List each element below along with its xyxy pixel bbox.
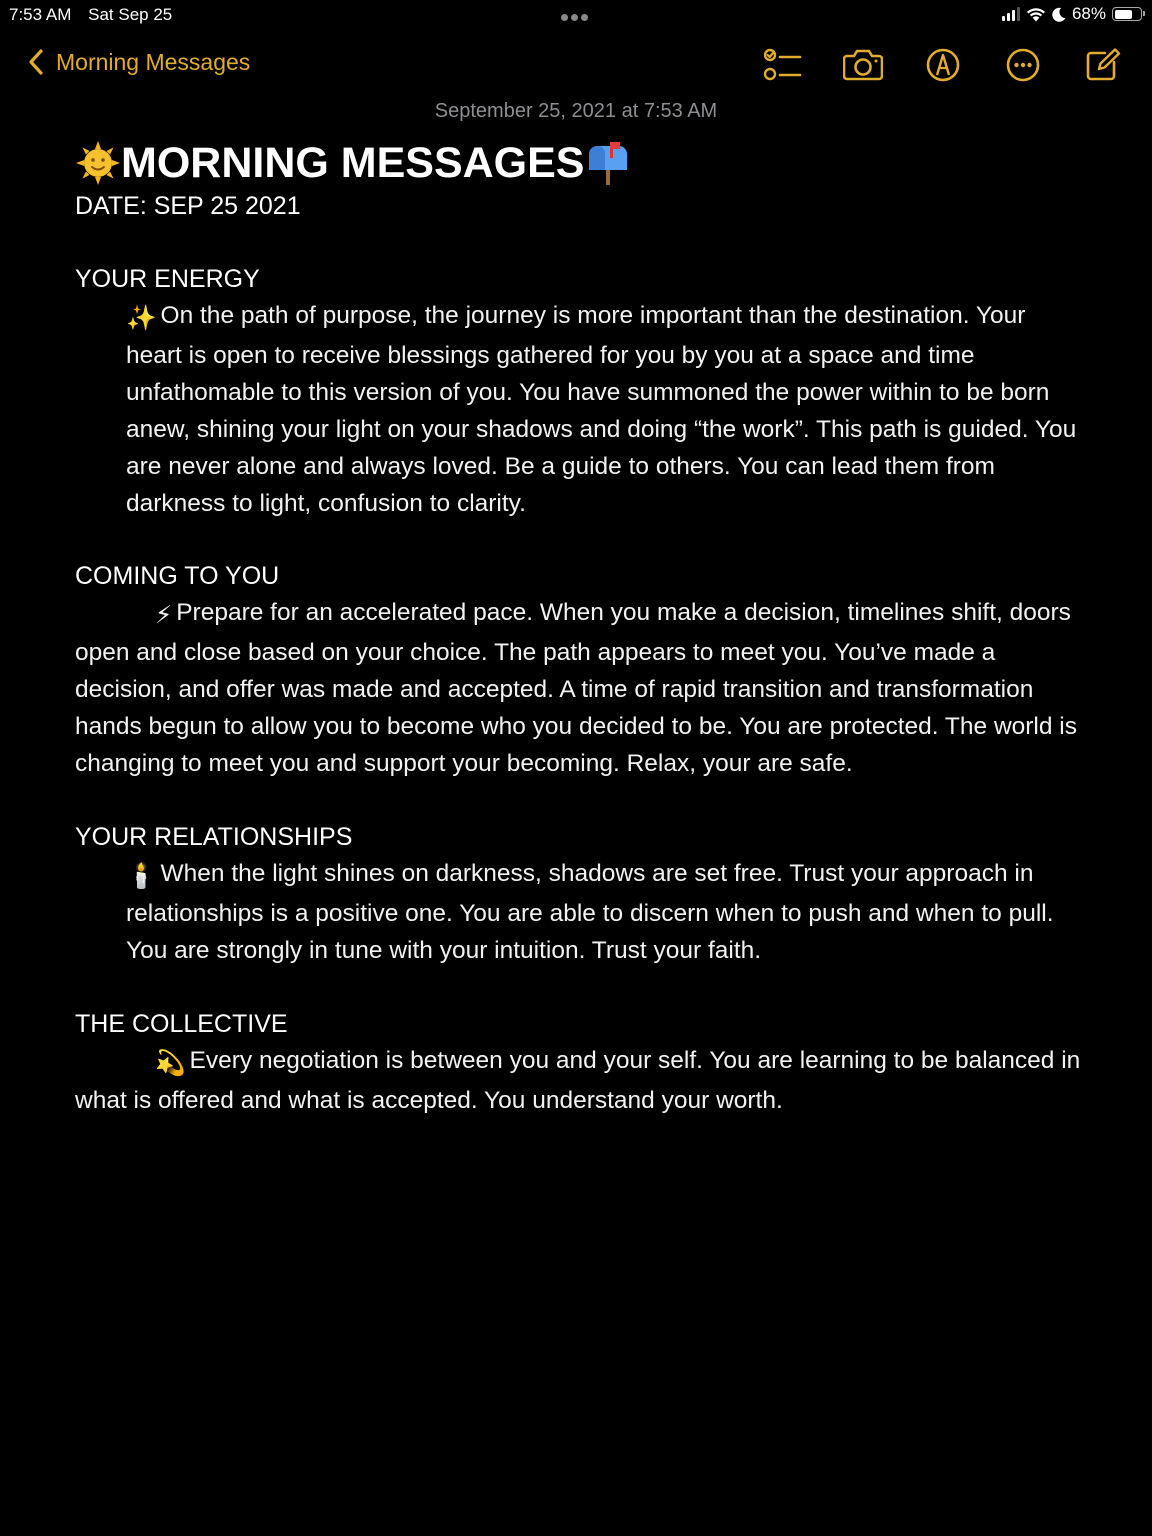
section-body — [75, 856, 1085, 970]
section-body-text: Every negotiation is between you and your self. You are learning to be balanced in what is offered and what is accepted. You understand your worth. — [75, 1046, 1081, 1114]
more-button[interactable] — [1002, 44, 1044, 86]
dizzy-star-icon: 💫 — [155, 1049, 186, 1077]
section-heading: THE COLLECTIVE — [75, 1009, 288, 1038]
candle-icon: 🕯️ — [126, 862, 157, 890]
section-body — [75, 595, 1085, 783]
status-time: 7:53 AM — [9, 5, 72, 24]
section-heading: YOUR RELATIONSHIPS — [75, 822, 353, 851]
section-your-energy — [75, 261, 1085, 522]
note-date-line: DATE: SEP 25 2021 — [75, 192, 301, 220]
note-title-text: MORNING MESSAGES — [121, 139, 585, 187]
sun-with-face-icon — [75, 140, 121, 186]
wifi-icon — [1026, 7, 1046, 22]
markup-button[interactable] — [922, 44, 964, 86]
do-not-disturb-moon-icon — [1052, 7, 1066, 22]
checklist-button[interactable] — [762, 44, 804, 86]
status-date: Sat Sep 25 — [88, 5, 173, 24]
markup-pen-icon — [926, 48, 960, 82]
lightning-icon: ⚡ — [155, 602, 173, 630]
note-timestamp: September 25, 2021 at 7:53 AM — [434, 100, 718, 122]
nav-bar — [0, 40, 1152, 90]
section-body — [75, 298, 1085, 522]
compose-icon — [1085, 48, 1121, 82]
section-body-text: On the path of purpose, the journey is more important than the destination. Your heart is open to receive blessings gathered for you by you at a space and time unfathomable to this version of you. You have summoned the power within to be born anew, shining your light on your shadows and doing “the work”. This path is guided. You are never alone and always loved. Be a guide to others. You can lead them from darkness to light, confusion to clarity. — [126, 302, 1077, 517]
status-bar — [0, 0, 1152, 30]
section-heading: YOUR ENERGY — [75, 265, 260, 293]
back-button[interactable] — [28, 48, 250, 76]
mailbox-with-flag-icon — [585, 140, 631, 186]
checklist-icon — [764, 48, 802, 82]
sparkles-icon: ✨ — [126, 305, 157, 332]
note-body[interactable] — [75, 138, 1085, 1120]
camera-button[interactable] — [842, 44, 884, 86]
back-button-label: Morning Messages — [56, 48, 251, 75]
section-coming-to-you — [75, 558, 1085, 783]
section-body-text: Prepare for an accelerated pace. When you make a decision, timelines shift, doors open and close based on your choice. The path appears to meet you. You’ve made a decision, and offer was made and accepted. A time of rapid transition and transformation hands begun to allow you to become who you decided to be. You are protected. The world is changing to meet you and support your becoming. Relax, your are safe. — [75, 599, 1077, 778]
status-right — [1002, 4, 1142, 24]
status-left — [9, 5, 172, 25]
section-body-text: When the light shines on darkness, shadows are set free. Trust your approach in relationships is a positive one. You are able to discern when to push and when to pull. You are strongly in tune with your intuition. Trust your faith. — [126, 859, 1054, 964]
battery-percent: 68% — [1071, 4, 1106, 23]
toolbar — [762, 44, 1124, 86]
more-icon — [1006, 48, 1040, 82]
section-your-relationships — [75, 819, 1085, 970]
section-heading: COMING TO YOU — [75, 562, 280, 591]
compose-button[interactable] — [1082, 44, 1124, 86]
multitasking-dots-icon[interactable] — [561, 14, 588, 21]
section-body — [75, 1043, 1085, 1120]
cellular-signal-icon — [1002, 7, 1020, 21]
chevron-left-icon — [28, 48, 44, 76]
battery-icon — [1112, 7, 1142, 21]
section-the-collective — [75, 1006, 1085, 1120]
camera-icon — [843, 49, 883, 81]
note-title — [75, 138, 1085, 188]
